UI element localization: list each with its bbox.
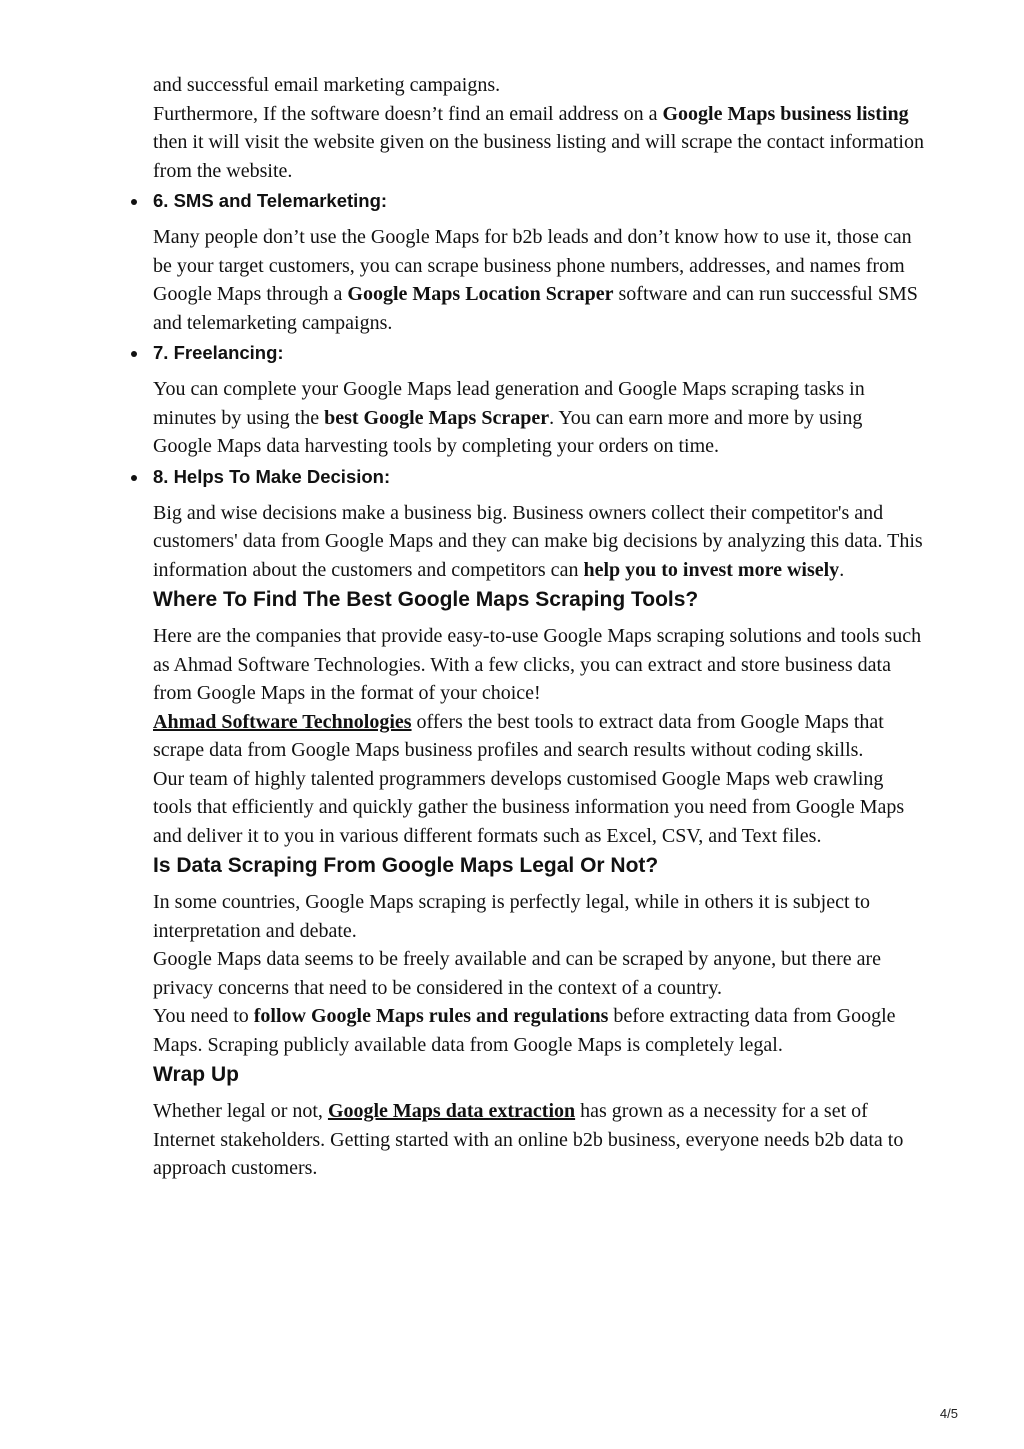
paragraph: You need to follow Google Maps rules and regulations before extracting data from Google Maps. Scraping publicly available data from Google Maps is completely legal. <box>153 1005 896 1056</box>
bold-phrase: Google Maps Location Scraper <box>347 283 614 305</box>
paragraph: Ahmad Software Technologies offers the best tools to extract data from Google Maps that scrape data from Google Maps business profiles and search results without coding skills. <box>153 710 884 761</box>
paragraph: Big and wise decisions make a business big. Business owners collect their competitor's and customers' data from Google Maps and they can make big decisions by analyzing this data. This information about the customers and competitors can help you to invest more wisely. <box>153 501 923 581</box>
paragraph: In some countries, Google Maps scraping is perfectly legal, while in others it is subject to interpretation and debate. <box>153 891 871 942</box>
list-item-body <box>153 375 925 461</box>
list-item-body <box>153 499 925 585</box>
google-maps-data-extraction-link[interactable]: Google Maps data extraction <box>327 1100 576 1122</box>
document-page <box>153 71 925 1185</box>
section-heading: Wrap Up <box>153 1063 239 1086</box>
section-body <box>153 1097 925 1183</box>
section-body <box>153 888 925 1059</box>
bullet-icon <box>131 199 137 205</box>
paragraph: and successful email marketing campaigns. <box>153 74 501 96</box>
bullet-icon <box>131 475 137 481</box>
ahmad-software-link[interactable]: Ahmad Software Technologies <box>153 710 412 733</box>
paragraph: Here are the companies that provide easy-to-use Google Maps scraping solutions and tools such as Ahmad Software Technologies. With a few clicks, you can extract and store business data from Google Maps in the format of your choice! <box>153 625 922 704</box>
bold-phrase: best Google Maps Scraper <box>324 406 550 429</box>
bold-phrase: help you to invest more wisely <box>583 558 840 581</box>
list-item-body <box>153 223 925 337</box>
page-number: 4/5 <box>939 1406 958 1421</box>
section-body <box>153 622 925 850</box>
paragraph: Many people don’t use the Google Maps for b2b leads and don’t know how to use it, those can be your target customers, you can scrape business phone numbers, addresses, and names from Google Maps through a Google Maps Location Scraper software and can run successful SMS and telemarketing campaigns. <box>153 226 918 334</box>
bullet-icon <box>131 351 137 357</box>
paragraph: Furthermore, If the software doesn’t find an email address on a Google Maps business listing then it will visit the website given on the business listing and will scrape the contact information from the website. <box>153 102 924 182</box>
intro-continuation <box>153 71 925 185</box>
list-item-heading: 7. Freelancing: <box>153 339 925 367</box>
bold-phrase: follow Google Maps rules and regulations <box>253 1005 609 1027</box>
list-item-heading: 6. SMS and Telemarketing: <box>153 187 925 215</box>
paragraph: Our team of highly talented programmers develops customised Google Maps web crawling tools that efficiently and quickly gather the business information you need from Google Maps and deliver it to you in various different formats such as Excel, CSV, and Text files. <box>153 767 905 847</box>
list-item-heading: 8. Helps To Make Decision: <box>153 463 925 491</box>
bold-phrase: Google Maps business listing <box>662 102 909 125</box>
section-heading: Is Data Scraping From Google Maps Legal Or Not? <box>153 854 659 877</box>
section-heading: Where To Find The Best Google Maps Scraping Tools? <box>153 588 699 611</box>
paragraph: Google Maps data seems to be freely available and can be scraped by anyone, but there are privacy concerns that need to be considered in the context of a country. <box>153 948 882 999</box>
paragraph: Whether legal or not, Google Maps data extraction has grown as a necessity for a set of Internet stakeholders. Getting started with an online b2b business, everyone needs b2b data to approach customers. <box>153 1100 904 1179</box>
paragraph: You can complete your Google Maps lead generation and Google Maps scraping tasks in minutes by using the best Google Maps Scraper. You can earn more and more by using Google Maps data harvesting tools by completing your orders on time. <box>153 378 865 457</box>
